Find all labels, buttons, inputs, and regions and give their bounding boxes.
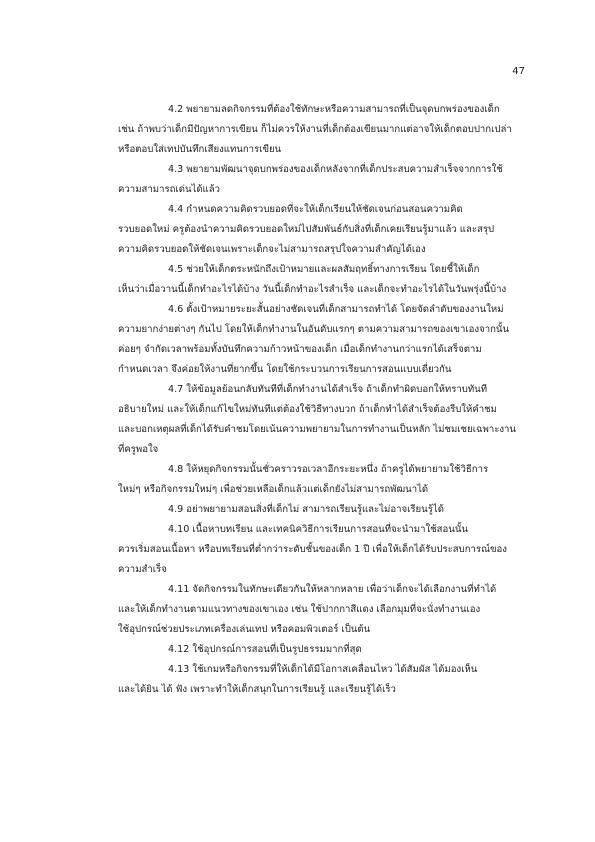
paragraph-4-2 <box>118 100 528 160</box>
text-line: และให้เด็กทำงานตามแนวทางของเขาเอง เช่น ใช้ปากกาสีแดง เลือกมุมที่จะนั่งทำงานเอง <box>118 604 481 615</box>
text-line: ความยากง่ายต่างๆ กันไป โดยให้เด็กทำงานในอันดับแรกๆ ตามความสามารถของเขาเองจากนั้น <box>118 324 510 335</box>
text-line: รวบยอดใหม่ ครูต้องนำความคิดรวบยอดใหม่ไปสัมพันธ์กับสิ่งที่เด็กเคยเรียนรู้มาแล้ว และสรุป <box>118 224 495 235</box>
text-line: กำหนดเวลา จึงค่อยให้งานที่ยากขึ้น โดยใช้กระบวนการเรียนการสอนแบบเดี่ยวกัน <box>118 364 452 375</box>
text-line: 4.7 ให้ข้อมูลย้อนกลับทันทีที่เด็กทำงานได้สำเร็จ ถ้าเด็กทำผิดบอกให้ทราบทันที <box>168 384 488 395</box>
text-line: 4.13 ใช้เกมหรือกิจกรรมที่ให้เด็กได้มีโอกาสเคลื่อนไหว ได้สัมผัส ได้มองเห็น <box>168 664 478 675</box>
paragraph-4-9 <box>118 500 528 520</box>
text-line: 4.4 กำหนดความคิดรวบยอดที่จะให้เด็กเรียนให้ชัดเจนก่อนสอนความคิด <box>168 204 463 215</box>
text-line: หรือตอบใส่เทปบันทึกเสียงแทนการเขียน <box>118 144 282 155</box>
text-line: อธิบายใหม่ และให้เด็กแก้ไขใหม่ทันทีแต่ต้องใช้วิธีทางบวก ถ้าเด็กทำได้สำเร็จต้องรีบให้คำชม <box>118 404 497 415</box>
paragraph-4-7 <box>118 380 528 460</box>
text-line: ใช้อุปกรณ์ช่วยประเภทเครื่องเล่นเทป หรือคอมพิวเตอร์ เป็นต้น <box>118 624 371 635</box>
text-line: ความคิดรวบยอดให้ชัดเจนเพราะเด็กจะไม่สามารถสรุปใจความสำคัญได้เอง <box>118 244 426 255</box>
text-line: ที่ครูพอใจ <box>118 444 159 455</box>
paragraph-4-3 <box>118 160 528 200</box>
paragraph-4-12 <box>118 640 528 660</box>
text-line: 4.3 พยายามพัฒนาจุดบกพร่องของเด็กหลังจากที่เด็กประสบความสำเร็จจากการใช้ <box>168 164 503 175</box>
paragraph-4-5 <box>118 260 528 300</box>
text-line: เห็นว่าเมื่อวานนี้เด็กทำอะไรได้บ้าง วันนี้เด็กทำอะไรสำเร็จ และเด็กจะทำอะไรได้ในวันพรุ่งนี้บ้าง <box>118 284 507 295</box>
text-line: 4.8 ให้หยุดกิจกรรมนั้นชั่วคราวรอเวลาอีกระยะหนึ่ง ถ้าครูได้พยายามใช้วิธีการ <box>168 464 489 475</box>
text-line: 4.10 เนื้อหาบทเรียน และเทคนิควิธีการเรียนการสอนที่จะนำมาใช้สอนนั้น <box>168 524 468 535</box>
text-line: 4.2 พยายามลดกิจกรรมที่ต้องใช้ทักษะหรือความสามารถที่เป็นจุดบกพร่องของเด็ก <box>168 104 500 115</box>
document-body <box>118 100 528 700</box>
paragraph-4-6 <box>118 300 528 380</box>
page-number: 47 <box>512 66 525 77</box>
text-line: ใหม่ๆ หรือกิจกรรมใหม่ๆ เพื่อช่วยเหลือเด็กแล้วแต่เด็กยังไม่สามารถพัฒนาได้ <box>118 484 429 495</box>
text-line: 4.9 อย่าพยายามสอนสิ่งที่เด็กไม่ สามารถเรียนรู้และไม่อาจเรียนรู้ได้ <box>168 504 444 515</box>
text-line: เช่น ถ้าพบว่าเด็กมีปัญหาการเขียน ก็ไม่ควรให้งานที่เด็กต้องเขียนมากแต่อาจให้เด็กตอบปากเปล่า <box>118 124 512 135</box>
text-line: ควรเริ่มสอนเนื้อหา หรือบทเรียนที่ต่ำกว่าระดับชั้นของเด็ก 1 ปี เพื่อให้เด็กได้รับประสบการณ์ของ <box>118 544 507 555</box>
text-line: ความสำเร็จ <box>118 564 167 575</box>
paragraph-4-8 <box>118 460 528 500</box>
paragraph-4-11 <box>118 580 528 640</box>
paragraph-4-4 <box>118 200 528 260</box>
text-line: ความสามารถเด่นได้แล้ว <box>118 184 221 195</box>
text-line: 4.5 ช่วยให้เด็กตระหนักถึงเป้าหมายและผลสัมฤทธิ์ทางการเรียน โดยชี้ให้เด็ก <box>168 264 480 275</box>
text-line: ค่อยๆ จำกัดเวลาพร้อมทั้งบันทึกความก้าวหน้าของเด็ก เมื่อเด็กทำงานกว่าแรกได้เสร็จตาม <box>118 344 482 355</box>
text-line: และได้ยิน ได้ ฟัง เพราะทำให้เด็กสนุกในการเรียนรู้ และเรียนรู้ได้เร็ว <box>118 684 396 695</box>
paragraph-4-10 <box>118 520 528 580</box>
paragraph-4-13 <box>118 660 528 700</box>
text-line: และบอกเหตุผลที่เด็กได้รับคำชมโดยเน้นความพยายามในการทำงานเป็นหลัก ไม่ชมเชยเฉพาะงาน <box>118 424 516 435</box>
text-line: 4.6 ตั้งเป้าหมายระยะสั้นอย่างชัดเจนที่เด็กสามารถทำได้ โดยจัดลำดับของงานใหม่ <box>168 304 504 315</box>
text-line: 4.11 จัดกิจกรรมในทักษะเดียวกันให้หลากหลาย เพื่อว่าเด็กจะได้เลือกงานที่ทำได้ <box>168 584 497 595</box>
text-line: 4.12 ใช้อุปกรณ์การสอนที่เป็นรูปธรรมมากที่สุด <box>168 644 362 655</box>
